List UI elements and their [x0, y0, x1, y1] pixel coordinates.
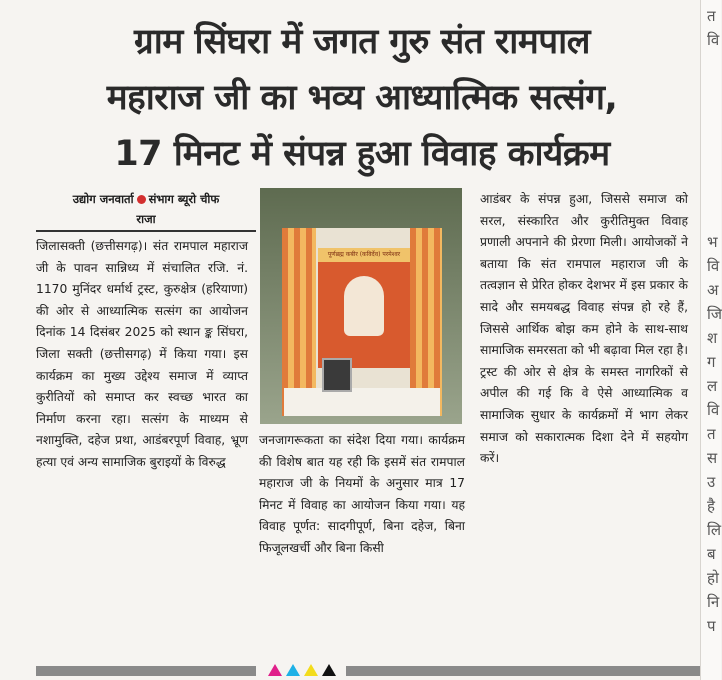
edge-char: नि	[707, 593, 720, 611]
photo-portrait	[322, 358, 352, 392]
byline-source: उद्योग जनवार्ता	[72, 192, 134, 206]
edge-char: वि	[707, 401, 720, 419]
article-column-2: जनजागरूकता का संदेश दिया गया। कार्यक्रम की विशेष बात यह रही कि इसमें संत रामपाल महाराज जी के नियमों के अनुसार मात्र 17 मिनट में विवाह का आयोजन किया गया। यह विवाह पूर्णत: सादगीपूर्ण, बिना दहेज, बिना फिजूलखर्ची और बिना किसी	[259, 433, 465, 555]
black-triangle-icon	[322, 664, 336, 676]
edge-char: त	[707, 425, 716, 443]
edge-char: लि	[707, 521, 722, 539]
print-registration-bar	[36, 664, 700, 680]
edge-char: त	[707, 7, 716, 25]
event-photo	[260, 188, 462, 424]
byline-divider	[36, 230, 256, 232]
edge-char: है	[707, 497, 715, 515]
article-column-1: जिलासक्ती (छत्तीसगढ़)। संत रामपाल महाराज जी के पावन सान्निध्य में संचालित रजि. नं. 1170 मुनिंदर धर्मार्थ ट्रस्ट, कुरुक्षेत्र (हरियाणा) की ओर से आध्यात्मिक सत्संग का आयोजन दिनांक 14 दिसंबर 2025 को स्थान ङ्क सिंघरा, जिला सक्ती (छत्तीसगढ़) में किया गया। इस कार्यक्रम का मुख्य उद्देश्य समाज में व्याप्त कुरीतियों को समाप्त कर स्वच्छ भारत का निर्माण करना रहा। सत्संग के माध्यम से नशामुक्ति, दहेज प्रथा, आडंबरपूर्ण विवाह, भ्रूण हत्या एवं अन्य सामाजिक बुराइयों के विरुद्ध	[36, 239, 248, 469]
photo-banner-caption: पूर्णब्रह्म कबीर (कविर्देव) परमेश्वर	[318, 248, 410, 262]
photo-table	[284, 388, 440, 416]
byline-bureau: संभाग ब्यूरो चीफ	[148, 192, 220, 206]
grey-bar-left	[36, 666, 256, 676]
edge-char: हो	[707, 569, 719, 587]
edge-char: श	[707, 329, 718, 347]
cyan-triangle-icon	[286, 664, 300, 676]
article-column-3: आडंबर के संपन्न हुआ, जिससे समाज को सरल, संस्कारित और कुरीतिमुक्त विवाह प्रणाली अपनाने की प्रेरणा मिली। आयोजकों ने बताया कि संत रामपाल महाराज जी के तत्वज्ञान से प्रेरित होकर देशभर में इस प्रकार के सादे और समयबद्ध विवाह संपन्न हो रहे हैं, जिससे आर्थिक बोझ कम होने के साथ-साथ सामाजिक समरसता को भी बढ़ावा मिल रहा है। ट्रस्ट की ओर से क्षेत्र के समस्त नागरिकों से अपील की गई कि वे ऐसे आध्यात्मिक व सामाजिक सुधार के कार्यक्रमों में भाग लेकर समाज को सकारात्मक दिशा देने में सहयोग करें।	[480, 192, 688, 466]
edge-char: ल	[707, 377, 718, 395]
byline-name: राजा	[136, 212, 156, 226]
red-dot-icon	[137, 195, 146, 204]
edge-char: ब	[707, 545, 716, 563]
edge-char: अ	[707, 281, 719, 299]
magenta-triangle-icon	[268, 664, 282, 676]
photo-saint-figure	[344, 276, 384, 336]
headline	[32, 14, 692, 182]
edge-char: वि	[707, 31, 720, 49]
edge-char: जि	[707, 305, 722, 323]
headline-line-2: महाराज जी का भव्य आध्यात्मिक सत्संग,	[106, 78, 618, 118]
edge-char: प	[707, 617, 716, 635]
headline-line-1: ग्राम सिंघरा में जगत गुरु संत रामपाल	[134, 22, 590, 62]
headline-line-3: 17 मिनट में संपन्न हुआ विवाह कार्यक्रम	[114, 134, 610, 174]
adjacent-page-edge	[700, 0, 721, 680]
edge-char: वि	[707, 257, 720, 275]
edge-char: स	[707, 449, 718, 467]
grey-bar-right	[346, 666, 700, 676]
byline	[36, 189, 256, 229]
edge-char: उ	[707, 473, 716, 491]
edge-char: ग	[707, 353, 716, 371]
yellow-triangle-icon	[304, 664, 318, 676]
edge-char: भ	[707, 233, 718, 251]
